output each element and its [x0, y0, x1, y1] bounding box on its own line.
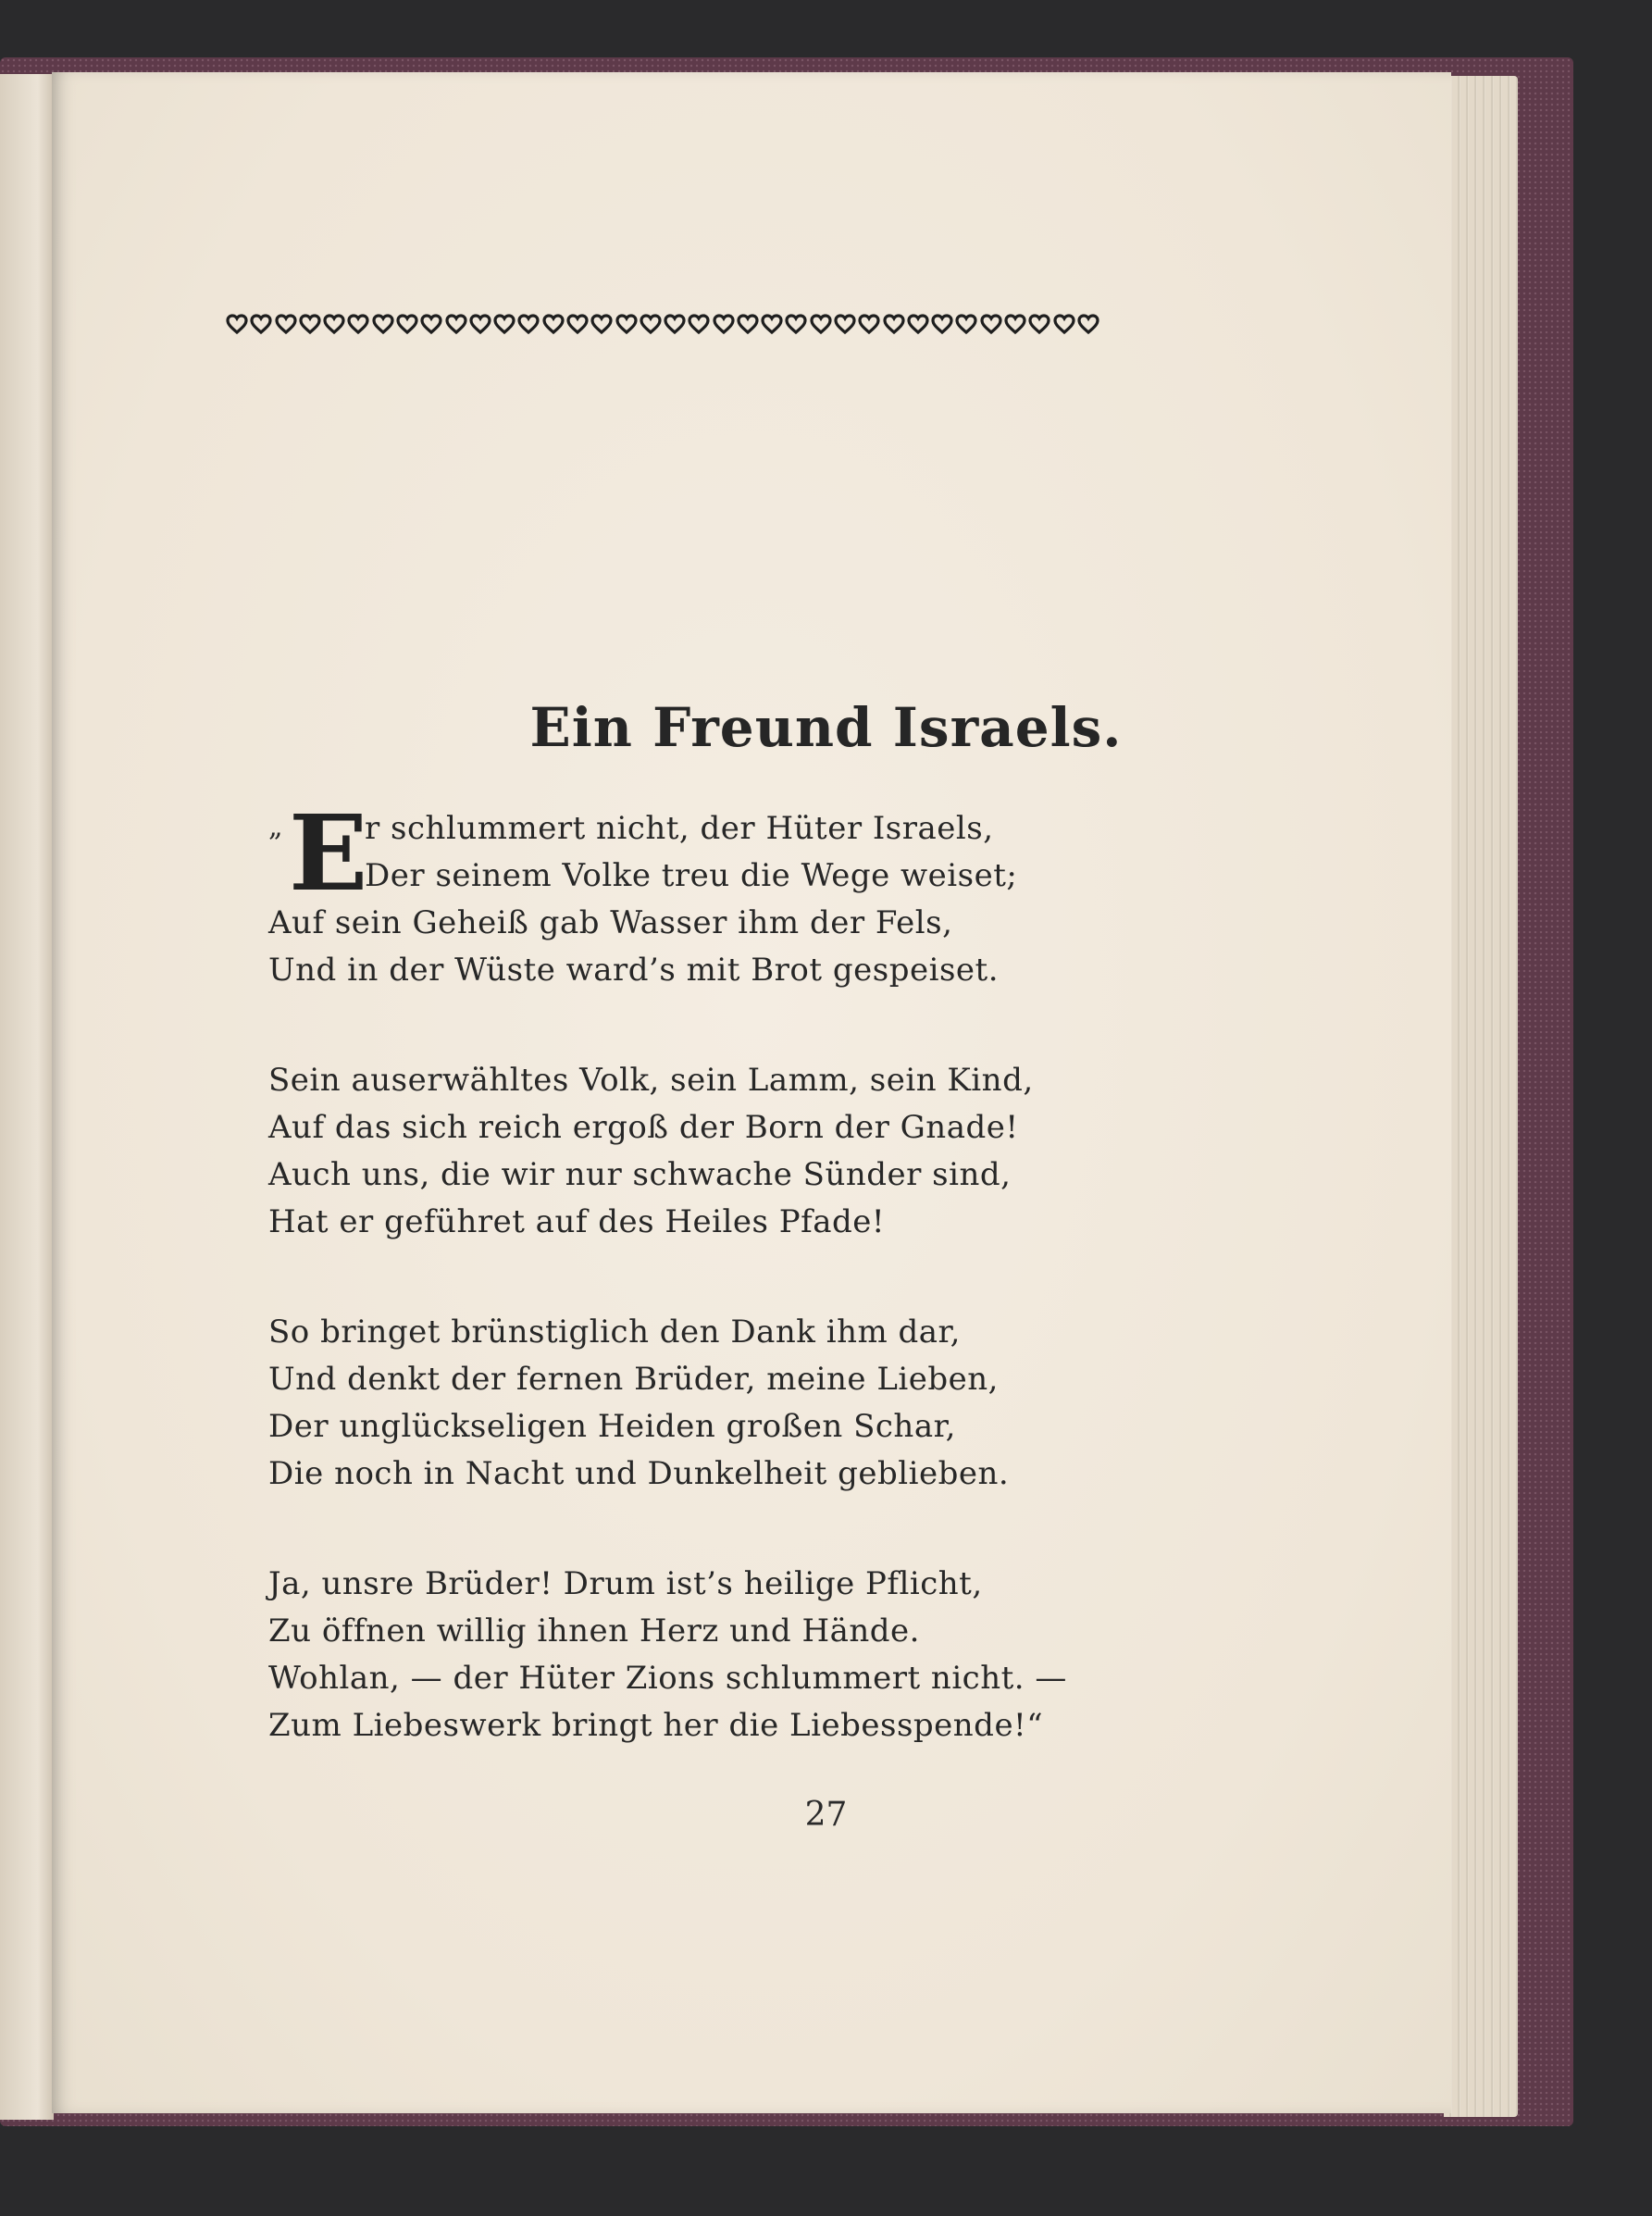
heart-icon: [664, 314, 686, 334]
heart-icon: [785, 314, 807, 334]
heart-icon: [761, 314, 783, 334]
heart-icon: [226, 314, 248, 334]
poem-line: Und in der Wüste ward’s mit Brot gespeiset.: [268, 952, 1000, 989]
first-line: [268, 793, 1138, 915]
poem-line: Wohlan, — der Hüter Zions schlummert nicht. —: [268, 1660, 1067, 1697]
heart-icon: [1053, 314, 1075, 334]
heart-icon: [834, 314, 856, 334]
heart-icon: [713, 314, 735, 334]
heart-icon: [931, 314, 953, 334]
heart-icon: [737, 314, 759, 334]
opening-quote: „: [268, 811, 283, 843]
poem-line: Auf das sich reich ergoß der Born der Gnade!: [268, 1109, 1019, 1146]
heart-icon: [590, 314, 613, 334]
heart-icon: [396, 314, 418, 334]
poem-line: Hat er geführet auf des Heiles Pfade!: [268, 1203, 886, 1240]
stanza: [268, 1561, 1138, 1749]
heart-icon: [299, 314, 321, 334]
heart-ornament-border: [226, 305, 1099, 342]
heart-icon: [688, 314, 710, 334]
heart-icon: [542, 314, 565, 334]
heart-icon: [615, 314, 638, 334]
heart-icon: [347, 314, 369, 334]
heart-icon: [517, 314, 540, 334]
stanza: [268, 1057, 1138, 1246]
poem-line: Auf sein Geheiß gab Wasser ihm der Fels,: [268, 904, 953, 941]
heart-icon: [883, 314, 905, 334]
poem-line: So bringet brünstiglich den Dank ihm dar,: [268, 1313, 961, 1351]
poem-line: Und denkt der fernen Brüder, meine Lieben,: [268, 1361, 999, 1398]
poem-line: Der unglückseligen Heiden großen Schar,: [268, 1408, 956, 1445]
drop-cap: E: [289, 793, 368, 915]
heart-icon: [1077, 314, 1099, 334]
heart-icon: [980, 314, 1002, 334]
poem-line: Auch uns, die wir nur schwache Sünder sind,: [268, 1156, 1012, 1193]
stanza: [268, 1309, 1138, 1498]
page-number: 27: [804, 1796, 848, 1834]
heart-icon: [250, 314, 272, 334]
heart-icon: [858, 314, 880, 334]
poem-line: Der seinem Volke treu die Wege weiset;: [365, 857, 1018, 894]
heart-icon: [907, 314, 929, 334]
poem-line: Zum Liebeswerk bringt her die Liebesspende!“: [268, 1707, 1044, 1744]
heart-icon: [810, 314, 832, 334]
heart-icon: [1004, 314, 1026, 334]
poem-line: Ja, unsre Brüder! Drum ist’s heilige Pflicht,: [268, 1565, 983, 1602]
heart-icon: [1028, 314, 1050, 334]
heart-icon: [955, 314, 977, 334]
heart-icon: [275, 314, 297, 334]
heart-icon: [420, 314, 442, 334]
poem-line: Zu öffnen willig ihnen Herz und Hände.: [268, 1612, 920, 1650]
heart-icon: [493, 314, 515, 334]
heart-icon: [372, 314, 394, 334]
poem-line: r schlummert nicht, der Hüter Israels,: [365, 810, 994, 847]
poem-line: Sein auserwähltes Volk, sein Lamm, sein Kind,: [268, 1062, 1034, 1099]
poem-line: Die noch in Nacht und Dunkelheit geblieben.: [268, 1455, 1010, 1492]
heart-icon: [323, 314, 345, 334]
heart-icon: [566, 314, 589, 334]
heart-icon: [640, 314, 662, 334]
stanza: [268, 793, 1138, 994]
heart-icon: [469, 314, 491, 334]
heart-icon: [445, 314, 467, 334]
poem-title: Ein Freund Israels.: [529, 696, 1123, 759]
poem-body: [268, 793, 1138, 1812]
